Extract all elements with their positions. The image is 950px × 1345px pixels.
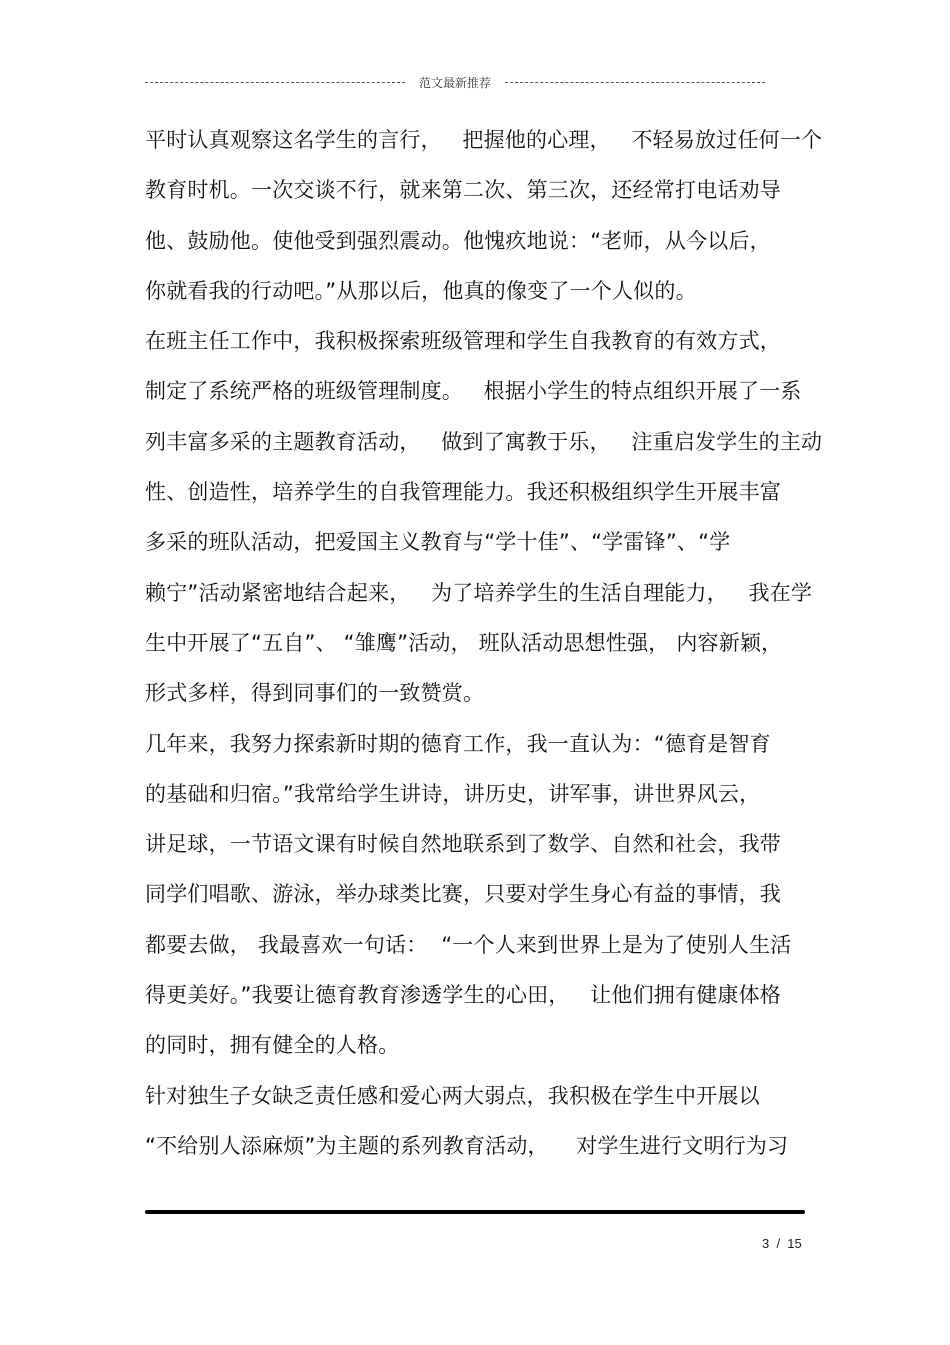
text-line: “不给别人添麻烦”为主题的系列教育活动， 对学生进行文明行为习 [145, 1133, 789, 1158]
header-title: 范文最新推荐 [419, 75, 492, 90]
header-dash-right [505, 82, 765, 83]
text-line: 的基础和归宿。”我常给学生讲诗，讲历史，讲军事，讲世界风云， [145, 781, 761, 806]
text-line: 形式多样，得到同事们的一致赞赏。 [145, 681, 485, 706]
page-number: 3 / 15 [762, 1236, 802, 1251]
header-dash-left [145, 82, 405, 83]
footer-divider [145, 1210, 805, 1214]
text-line: 得更美好。”我要让德育教育渗透学生的心田， 让他们拥有健康体格 [145, 983, 782, 1008]
text-line: 教育时机。一次交谈不行，就来第二次、第三次，还经常打电话劝导 [145, 178, 781, 203]
text-line: 你就看我的行动吧。”从那以后，他真的像变了一个人似的。 [145, 278, 697, 303]
text-line: 同学们唱歌、游泳，举办球类比赛，只要对学生身心有益的事情，我 [145, 882, 781, 907]
text-line: 几年来，我努力探索新时期的德育工作，我一直认为：“德育是智育 [145, 731, 771, 756]
text-line: 平时认真观察这名学生的言行， 把握他的心理， 不轻易放过任何一个 [145, 128, 823, 152]
text-line: 针对独生子女缺乏责任感和爱心两大弱点，我积极在学生中开展以 [145, 1083, 760, 1108]
text-line: 制定了系统严格的班级管理制度。 根据小学生的特点组织开展了一系 [145, 379, 802, 404]
text-line: 的同时，拥有健全的人格。 [145, 1033, 400, 1058]
text-line: 他、鼓励他。使他受到强烈震动。他愧疚地说：“老师，从今以后， [145, 228, 771, 253]
text-line: 列丰富多采的主题教育活动， 做到了寓教于乐， 注重启发学生的主动 [145, 429, 823, 454]
text-line: 讲足球，一节语文课有时候自然地联系到了数学、自然和社会，我带 [145, 832, 781, 857]
text-line: 在班主任工作中，我积极探索班级管理和学生自我教育的有效方式， [145, 329, 781, 354]
text-line: 都要去做， 我最喜欢一句话： “一个人来到世界上是为了使别人生活 [145, 932, 792, 957]
text-line: 赖宁”活动紧密地结合起来， 为了培养学生的生活自理能力， 我在学 [145, 580, 813, 605]
text-line: 性、创造性，培养学生的自我管理能力。我还积极组织学生开展丰富 [145, 480, 781, 505]
page-header [145, 72, 765, 92]
text-line: 多采的班队活动，把爱国主义教育与“学十佳”、“学雷锋”、“学 [145, 530, 731, 555]
document-body [145, 118, 823, 1174]
text-line: 生中开展了“五自”、 “雏鹰”活动， 班队活动思想性强， 内容新颖， [145, 630, 783, 655]
